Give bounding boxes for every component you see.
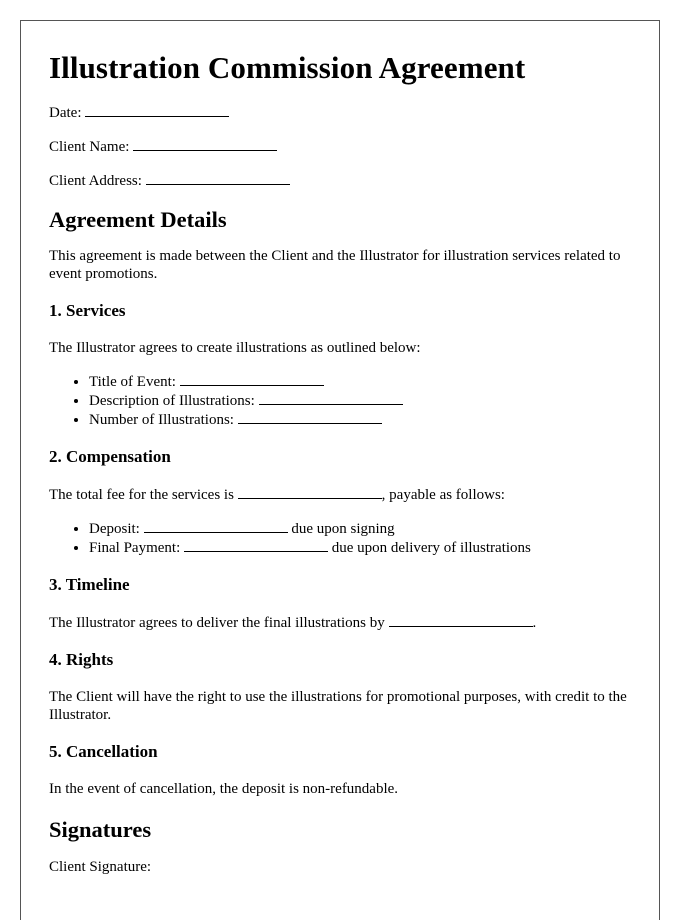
total-fee-blank-line[interactable] (238, 485, 382, 499)
rights-heading: 4. Rights (49, 650, 114, 669)
final-payment-label: Final Payment: (89, 540, 181, 556)
signatures-heading: Signatures (49, 817, 152, 842)
compensation-text-after: , payable as follows: (381, 487, 505, 503)
client-signature-label: Client Signature: (49, 859, 152, 875)
number-blank-line[interactable] (238, 410, 382, 424)
services-text: The Illustrator agrees to create illustrations as outlined below: (49, 340, 421, 356)
final-payment-blank-line[interactable] (184, 538, 328, 552)
deposit-suffix: due upon signing (291, 521, 395, 537)
client-name-blank-line[interactable] (133, 137, 277, 151)
deposit-label: Deposit: (89, 521, 140, 537)
document-title: Illustration Commission Agreement (49, 50, 526, 85)
timeline-text-after: . (532, 615, 537, 631)
client-address-field (49, 171, 631, 190)
list-item-number (89, 410, 631, 429)
client-address-label: Client Address: (49, 173, 142, 189)
services-list (49, 372, 631, 429)
compensation-text-before: The total fee for the services is (49, 487, 234, 503)
cancellation-text: In the event of cancellation, the deposit is non-refundable. (49, 781, 399, 797)
cancellation-heading: 5. Cancellation (49, 742, 158, 761)
date-field (49, 103, 631, 122)
timeline-heading: 3. Timeline (49, 575, 130, 594)
list-item-deposit (89, 519, 631, 538)
final-payment-suffix: due upon delivery of illustrations (331, 540, 531, 556)
title-of-event-blank-line[interactable] (180, 372, 324, 386)
compensation-heading: 2. Compensation (49, 447, 171, 466)
deposit-blank-line[interactable] (144, 519, 288, 533)
description-label: Description of Illustrations: (89, 393, 255, 409)
compensation-text (49, 485, 631, 504)
agreement-intro: This agreement is made between the Client and the Illustrator for illustration services related to event promotions. (49, 248, 621, 282)
timeline-text (49, 613, 631, 632)
compensation-list (49, 519, 631, 557)
services-heading: 1. Services (49, 301, 126, 320)
client-name-label: Client Name: (49, 139, 130, 155)
date-blank-line[interactable] (85, 103, 229, 117)
client-name-field (49, 137, 631, 156)
date-label: Date: (49, 105, 82, 121)
title-of-event-label: Title of Event: (89, 374, 176, 390)
delivery-date-blank-line[interactable] (389, 613, 533, 627)
list-item-title-of-event (89, 372, 631, 391)
agreement-page (20, 20, 660, 920)
timeline-text-before: The Illustrator agrees to deliver the final illustrations by (49, 615, 385, 631)
description-blank-line[interactable] (259, 391, 403, 405)
client-address-blank-line[interactable] (146, 171, 290, 185)
rights-text: The Client will have the right to use the illustrations for promotional purposes, with credit to the Illustrator. (49, 689, 627, 723)
list-item-description (89, 391, 631, 410)
list-item-final-payment (89, 538, 631, 557)
agreement-details-heading: Agreement Details (49, 207, 227, 232)
number-label: Number of Illustrations: (89, 412, 234, 428)
